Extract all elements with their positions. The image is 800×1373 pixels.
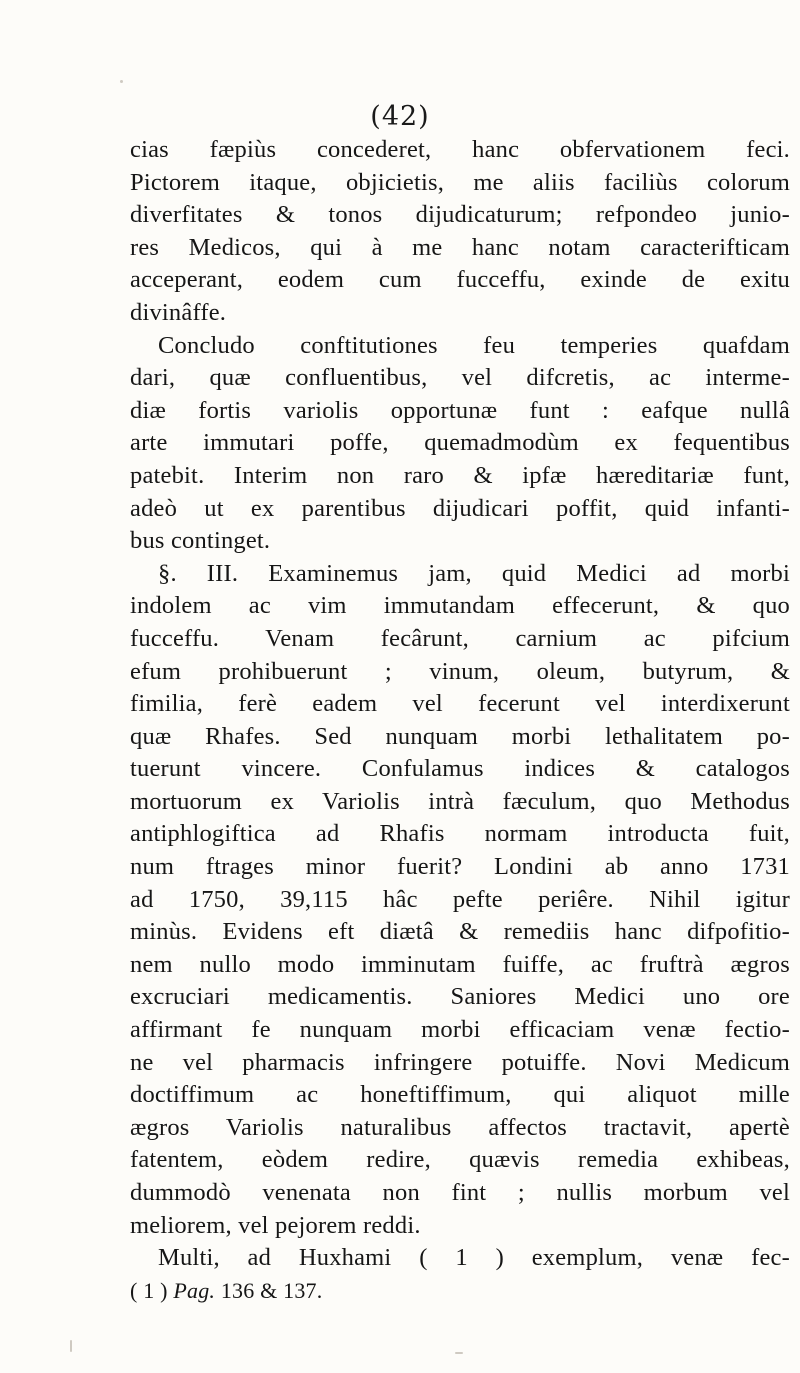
text-line: nem nullo modo imminutam fuiffe, ac fruftrà ægros [130,950,790,978]
text-line: antiphlogiftica ad Rhafis normam introducta fuit, [130,820,790,848]
text-line: res Medicos, qui à me hanc notam caracterifticam [130,233,790,261]
text-line: diverfitates & tonos dijudicaturum; refpondeo junio- [130,201,790,229]
text-line: patebit. Interim non raro & ipfæ hæreditariæ funt, [130,461,790,489]
text-line: meliorem, vel pejorem reddi. [130,1211,421,1239]
text-line: acceperant, eodem cum fucceffu, exinde de exitu [130,266,790,294]
text-line: mortuorum ex Variolis intrà fæculum, quo Methodus [130,787,790,815]
text-line: Concludo conftitutiones feu temperies quafdam [158,331,790,359]
footnote [130,1276,790,1306]
text-line: dummodò venenata non fint ; nullis morbum vel [130,1179,790,1206]
text-line: excruciari medicamentis. Saniores Medici uno ore [130,983,790,1011]
text-line: quæ Rhafes. Sed nunquam morbi lethalitatem po- [130,722,790,750]
text-line: efum prohibuerunt ; vinum, oleum, butyrum, & [130,657,790,685]
text-line: ad 1750, 39,115 hâc pefte periêre. Nihil igitur [130,885,790,913]
text-line: arte immutari poffe, quemadmodùm ex fequentibus [130,429,790,457]
body-text [130,134,790,1306]
footnote-marker: ( 1 ) [130,1277,168,1303]
text-line: ne vel pharmacis infringere potuiffe. Novi Medicum [130,1048,790,1076]
footnote-pages: 136 & 137. [220,1277,323,1303]
scan-speck [70,1340,72,1352]
text-line: bus continget. [130,527,271,555]
text-line: divinâffe. [130,298,227,326]
text-line: fucceffu. Venam fecârunt, carnium ac pifcium [130,624,790,652]
text-line: doctiffimum ac honeftiffimum, qui aliquot mille [130,1081,790,1109]
text-line: ægros Variolis naturalibus affectos tractavit, apertè [130,1113,790,1141]
text-line: cias fæpiùs concederet, hanc obfervationem feci. [130,136,790,163]
text-line: dari, quæ confluentibus, vel difcretis, ac interme- [130,364,790,392]
section-heading-line: §. III. Examinemus jam, quid Medici ad morbi [158,559,790,587]
text-line: diæ fortis variolis opportunæ funt : eafque nullâ [130,396,790,424]
text-line: tuerunt vincere. Confulamus indices & catalogos [130,755,790,783]
text-line: Pictorem itaque, objicietis, me aliis faciliùs colorum [130,168,790,196]
text-line: indolem ac vim immutandam effecerunt, & quo [130,592,790,620]
text-line: adeò ut ex parentibus dijudicari poffit, quid infanti- [130,494,790,522]
text-line: num ftrages minor fuerit? Londini ab anno 1731 [130,853,790,881]
scan-speck [120,80,123,83]
text-line: fatentem, eòdem redire, quævis remedia exhibeas, [130,1146,790,1174]
text-line: Multi, ad Huxhami ( 1 ) exemplum, venæ fec- [158,1244,790,1272]
page-number: (42) [370,101,430,132]
text-line: fimilia, ferè eadem vel fecerunt vel interdixerunt [130,690,790,718]
text-line: affirmant fe nunquam morbi efficaciam venæ fectio- [130,1016,790,1044]
text-line: minùs. Evidens eft diætâ & remediis hanc difpofitio- [130,918,790,946]
footnote-ref: Pag. [173,1277,216,1303]
scan-speck [455,1352,463,1354]
